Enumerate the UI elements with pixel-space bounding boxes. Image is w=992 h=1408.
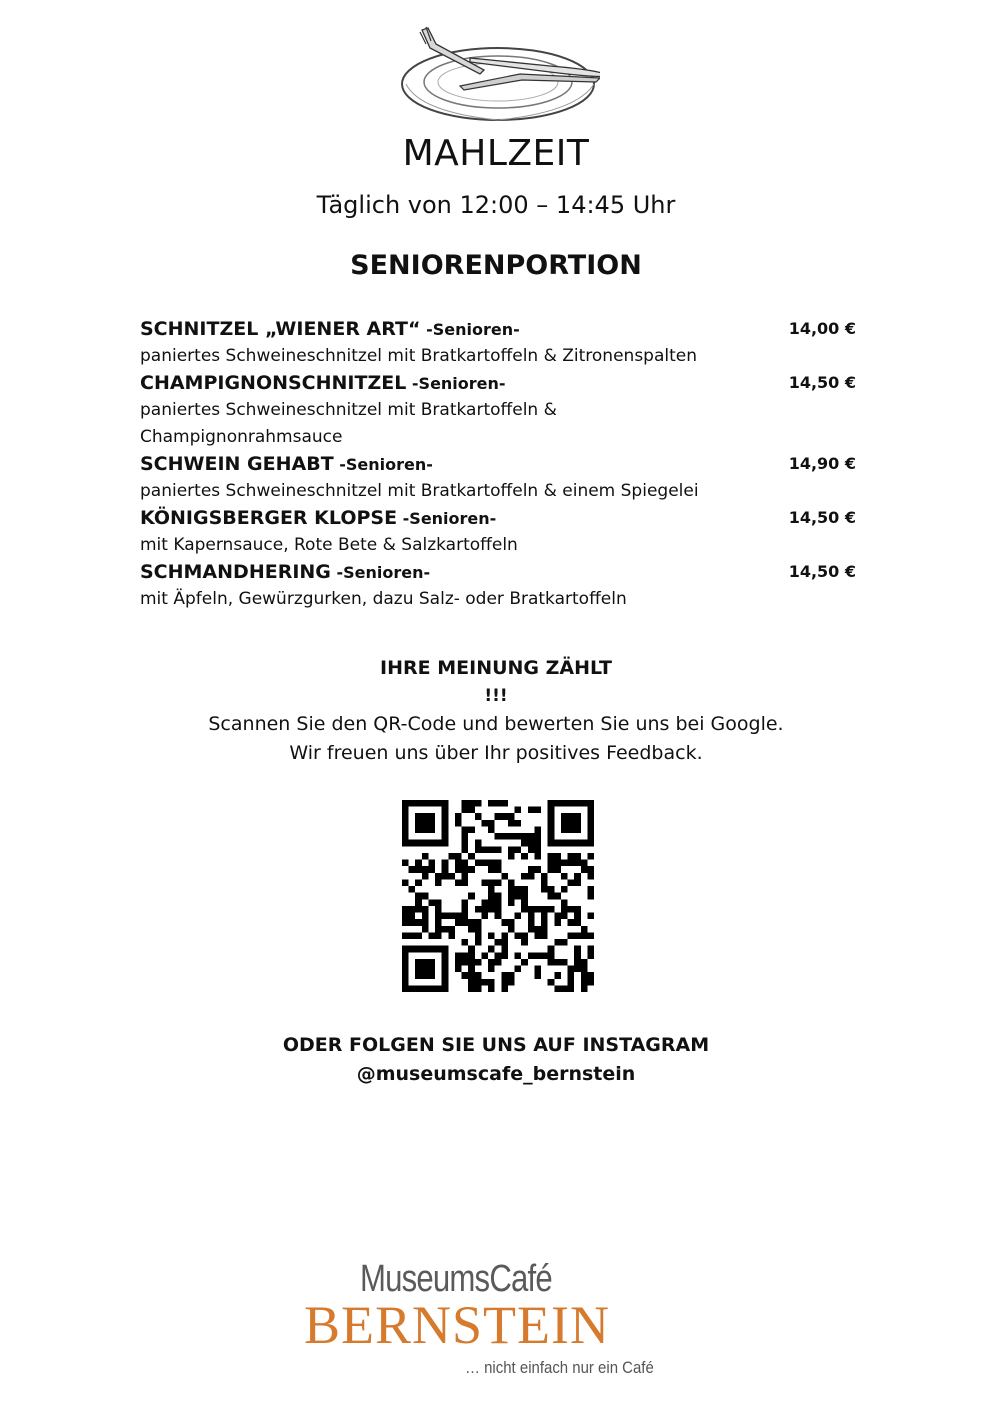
menu-item (140, 451, 860, 505)
feedback-line-2: Wir freuen uns über Ihr positives Feedback. (289, 742, 703, 764)
menu-item (140, 370, 860, 451)
section-heading: SENIORENPORTION (350, 250, 642, 281)
plate-cutlery-icon (400, 22, 600, 126)
feedback-block (0, 654, 992, 768)
menu-item-suffix: -Senioren- (406, 374, 506, 393)
menu-item-name: CHAMPIGNONSCHNITZEL (140, 372, 407, 394)
menu-item (140, 505, 860, 559)
instagram-handle[interactable]: @museumscafe_bernstein (356, 1063, 636, 1085)
instagram-heading: ODER FOLGEN SIE UNS AUF INSTAGRAM (282, 1034, 710, 1056)
menu-item (140, 316, 860, 370)
feedback-line-1: Scannen Sie den QR-Code und bewerten Sie uns bei Google. (208, 713, 784, 735)
menu-item-price: 14,50 € (788, 373, 856, 392)
menu-item-description: mit Äpfeln, Gewürzgurken, dazu Salz- oder Bratkartoffeln (140, 589, 627, 609)
menu-item-description: mit Kapernsauce, Rote Bete & Salzkartoffeln (140, 535, 518, 555)
logo-top-text: MuseumsCafé (360, 1258, 552, 1300)
menu-item-name: SCHMANDHERING (140, 561, 331, 583)
menu-item-suffix: -Senioren- (330, 563, 431, 582)
menu-item-description: paniertes Schweineschnitzel mit Bratkartoffeln & Champignonrahmsauce (140, 400, 557, 447)
menu-item-description: paniertes Schweineschnitzel mit Bratkartoffeln & einem Spiegelei (140, 481, 699, 501)
menu-item-title (140, 451, 860, 478)
opening-hours: Täglich von 12:00 – 14:45 Uhr (316, 191, 676, 219)
menu-item-description: paniertes Schweineschnitzel mit Bratkartoffeln & Zitronenspalten (140, 346, 698, 366)
menu-item-title (140, 370, 860, 397)
menu-item-suffix: -Senioren- (420, 320, 520, 339)
qr-code-icon[interactable] (402, 800, 594, 992)
menu-item-title (140, 505, 860, 532)
menu-item-suffix: -Senioren- (333, 455, 433, 474)
menu-item-price: 14,50 € (788, 562, 856, 581)
menu-item (140, 559, 860, 613)
page-title: MAHLZEIT (402, 133, 590, 174)
menu-item-title (140, 559, 860, 586)
menu-item-price: 14,00 € (788, 319, 856, 338)
menu-item-price: 14,50 € (788, 508, 856, 527)
feedback-exclaim: !!! (484, 686, 508, 706)
menu-list (140, 316, 860, 613)
logo-tagline: … nicht einfach nur ein Café (465, 1358, 654, 1377)
menu-item-name: KÖNIGSBERGER KLOPSE (140, 507, 398, 529)
feedback-title: IHRE MEINUNG ZÄHLT (380, 657, 612, 679)
menu-item-price: 14,90 € (788, 454, 856, 473)
menu-item-suffix: -Senioren- (397, 509, 497, 528)
menu-item-name: SCHWEIN GEHABT (140, 453, 334, 475)
menu-item-title (140, 316, 860, 343)
cafe-logo (300, 1258, 700, 1388)
logo-main-text: BERNSTEIN (304, 1295, 610, 1355)
instagram-block (0, 1031, 992, 1089)
menu-item-name: SCHNITZEL „WIENER ART“ (140, 318, 421, 340)
